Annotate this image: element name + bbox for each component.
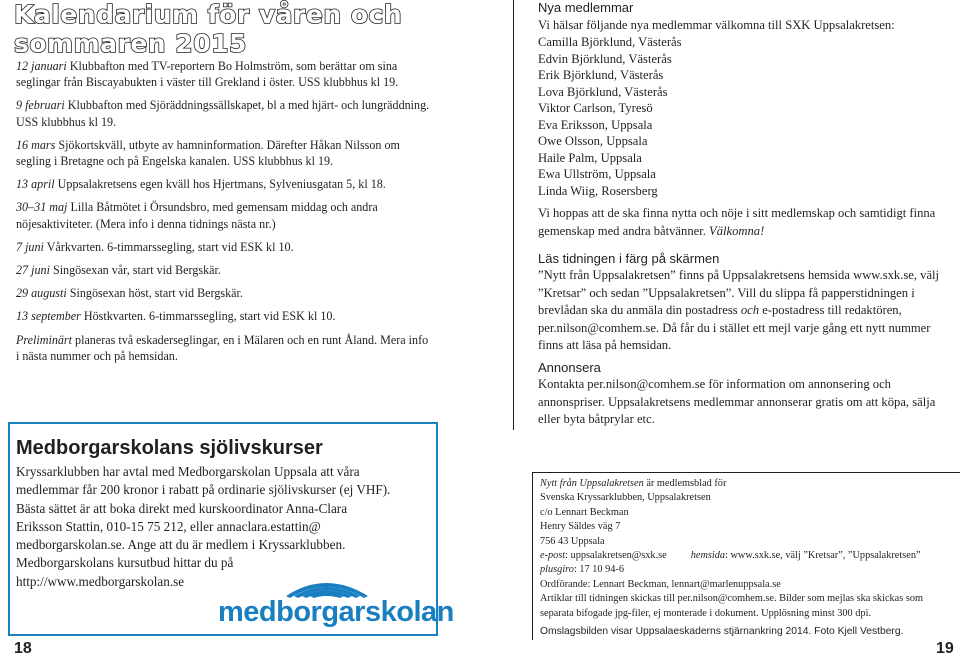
member-item: Camilla Björklund, Västerås [538, 35, 682, 49]
calendar-entry [16, 332, 434, 364]
photo-credit: Omslagsbilden visar Uppsalaeskaderns stjärnankring 2014. Foto Kjell Vestberg. [540, 626, 904, 637]
colophon [540, 477, 958, 621]
hemsida-value: : www.sxk.se, välj ”Kretsar”, ”Uppsalakretsen” [725, 550, 921, 562]
course-text: Kryssarklubben har avtal med Medborgarskolan Uppsala att våra medlemmar får 200 kronor i rabatt på ordinarie sjölivskurser (ej VHF). Bästa sättet är att boka direkt med kurskoordinator Anna-Clara Eriksson Stattin, 010-15 75 212, eller annaclara.estattin@ medborgarskolan.se. Ange att du är medlem i Kryssarklubben. Medborgarskolans kursutbud hittar du på http://www.medborgarskolan.se [16, 464, 391, 589]
welcome-italic: Välkomna! [709, 223, 765, 238]
plusgiro-value: : 17 10 94-6 [573, 564, 625, 576]
calendar-entry [16, 176, 434, 192]
entry-date: 12 januari [16, 59, 67, 73]
calendar-entry [16, 285, 434, 301]
calendar-list [16, 58, 434, 371]
color-text-part1: ”Nytt från Uppsalakretsen” finns på Uppsalakretsens hemsida www.sxk.se, välj ”Kretsar” och sedan ”Uppsalakretsen”. Vill du slippa få papperstidningen i brevlådan ska du anmäla din postadress [538, 268, 940, 317]
column-divider [513, 0, 514, 430]
calendar-title-line2: sommaren 2015 [14, 29, 247, 58]
colophon-contact [540, 549, 958, 563]
medborgarskolan-logo [218, 574, 454, 634]
calendar-title-line1: Kalendarium för våren och [14, 0, 403, 29]
ads-heading: Annonsera [538, 360, 601, 375]
entry-date: 27 juni [16, 263, 50, 278]
welcome-body: Vi hoppas att de ska finna nytta och nöje i sitt medlemskap och samtidigt finna gemenskap med andra båtvänner. [538, 206, 936, 238]
entry-date: 16 mars [16, 137, 56, 152]
calendar-title [14, 0, 434, 58]
member-item: Haile Palm, Uppsala [538, 150, 642, 165]
members-intro: Vi hälsar följande nya medlemmar välkomna till SXK Uppsalakretsen: [538, 18, 895, 32]
color-text [538, 267, 956, 355]
calendar-entry [16, 97, 434, 129]
entry-date: 30–31 maj [16, 200, 68, 215]
member-item: Linda Wiig, Rosersberg [538, 183, 658, 198]
plusgiro-label: plusgiro [540, 564, 574, 576]
colophon-city: 756 43 Uppsala [540, 535, 605, 547]
calendar-entry [16, 239, 434, 255]
entry-date: 13 april [16, 177, 55, 192]
color-text-part2: e-postadress till redaktören, per.nilson@comhem.se. Då får du i stället ett mejl varje gång ett nytt nummer finns att läsa på hemsidan. [538, 303, 931, 352]
colophon-chair: Ordförande: Lennart Beckman, lennart@marlenuppsala.se [540, 578, 781, 590]
colophon-plusgiro [540, 563, 958, 577]
colophon-co: c/o Lennart Beckman [540, 506, 629, 518]
epost-label: e-post [540, 550, 566, 562]
entry-text: Klubbafton med Sjöräddningssällskapet, bl a med hjärt- och lungräddning. USS klubbhus kl 19. [16, 98, 430, 129]
entry-text: Sjökortskväll, utbyte av hamninformation. Därefter Håkan Nilsson om segling i Bretagne och på Engelska kanalen. USS klubbhus kl 19. [16, 137, 400, 169]
entry-text: Klubbafton med TV-reportern Bo Holmström, som berättar om sina seglingar från Biscayabukten i väster till Grekland i öster. USS klubbhus kl 19. [16, 59, 399, 90]
course-title: Medborgarskolans sjölivskurser [16, 437, 323, 459]
member-item: Eva Eriksson, Uppsala [538, 117, 653, 132]
calendar-entry [16, 308, 434, 324]
entry-date: 7 juni [16, 239, 44, 254]
entry-text: Lilla Båtmötet i Örsundsbro, med gemensam middag och andra nöjesaktiviteter. (Mera info i denna tidnings nästa nr.) [16, 200, 378, 231]
entry-text: Singösexan vår, start vid Bergskär. [52, 263, 221, 278]
publication-rest: är medlemsblad för [646, 478, 727, 489]
calendar-entry [16, 262, 434, 278]
members-list [538, 34, 953, 199]
ads-text: Kontakta per.nilson@comhem.se för information om annonsering och annonspriser. Uppsalakretsens medlemmar annonserar gratis om att köpa, sälja eller byta båtprylar etc. [538, 377, 936, 426]
entry-text: Vårkvarten. 6-timmarssegling, start vid ESK kl 10. [46, 239, 294, 254]
entry-date: 13 september [16, 309, 81, 324]
colophon-publication [540, 477, 958, 491]
entry-date: 9 februari [16, 98, 65, 113]
members-heading: Nya medlemmar [538, 0, 634, 15]
logo-text: medborgarskolan [218, 596, 454, 628]
epost-value: : uppsalakretsen@sxk.se [565, 550, 667, 562]
entry-text: Singösexan höst, start vid Bergskär. [69, 286, 243, 301]
entry-date: 29 augusti [16, 286, 67, 301]
entry-text: planeras två eskaderseglingar, en i Mälaren och en runt Åland. Mera info i nästa nummer och på hemsidan. [16, 332, 429, 363]
calendar-entry [16, 199, 434, 231]
calendar-entry [16, 137, 434, 169]
member-item: Viktor Carlson, Tyresö [538, 101, 653, 115]
entry-date: Preliminärt [16, 332, 72, 347]
color-text-och: och [740, 303, 760, 317]
member-item: Erik Björklund, Västerås [538, 68, 664, 82]
publication-name: Nytt från Uppsalakretsen [540, 478, 644, 489]
entry-text: Höstkvarten. 6-timmarssegling, start vid ESK kl 10. [83, 309, 336, 324]
color-heading: Läs tidningen i färg på skärmen [538, 251, 720, 266]
member-item: Edvin Björklund, Västerås [538, 51, 672, 66]
page-number-left: 18 [14, 640, 32, 657]
welcome-text [538, 205, 956, 240]
hemsida-label: hemsida [690, 550, 726, 562]
calendar-entry [16, 58, 434, 90]
colophon-org: Svenska Kryssarklubben, Uppsalakretsen [540, 492, 711, 504]
page-number-right: 19 [936, 640, 954, 657]
entry-text: Uppsalakretsens egen kväll hos Hjertmans, Sylveniusgatan 5, kl 18. [57, 177, 386, 192]
member-item: Lova Björklund, Västerås [538, 84, 668, 99]
colophon-street: Henry Säldes väg 7 [540, 521, 621, 533]
colophon-articles: Artiklar till tidningen skickas till per.nilson@comhem.se. Bilder som mejlas ska skickas som separata bifogade jpg-filer, ej monterade i dokument. Upplösning minst 300 dpi. [540, 593, 923, 619]
member-item: Ewa Ullström, Uppsala [538, 167, 656, 181]
member-item: Owe Olsson, Uppsala [538, 134, 648, 148]
